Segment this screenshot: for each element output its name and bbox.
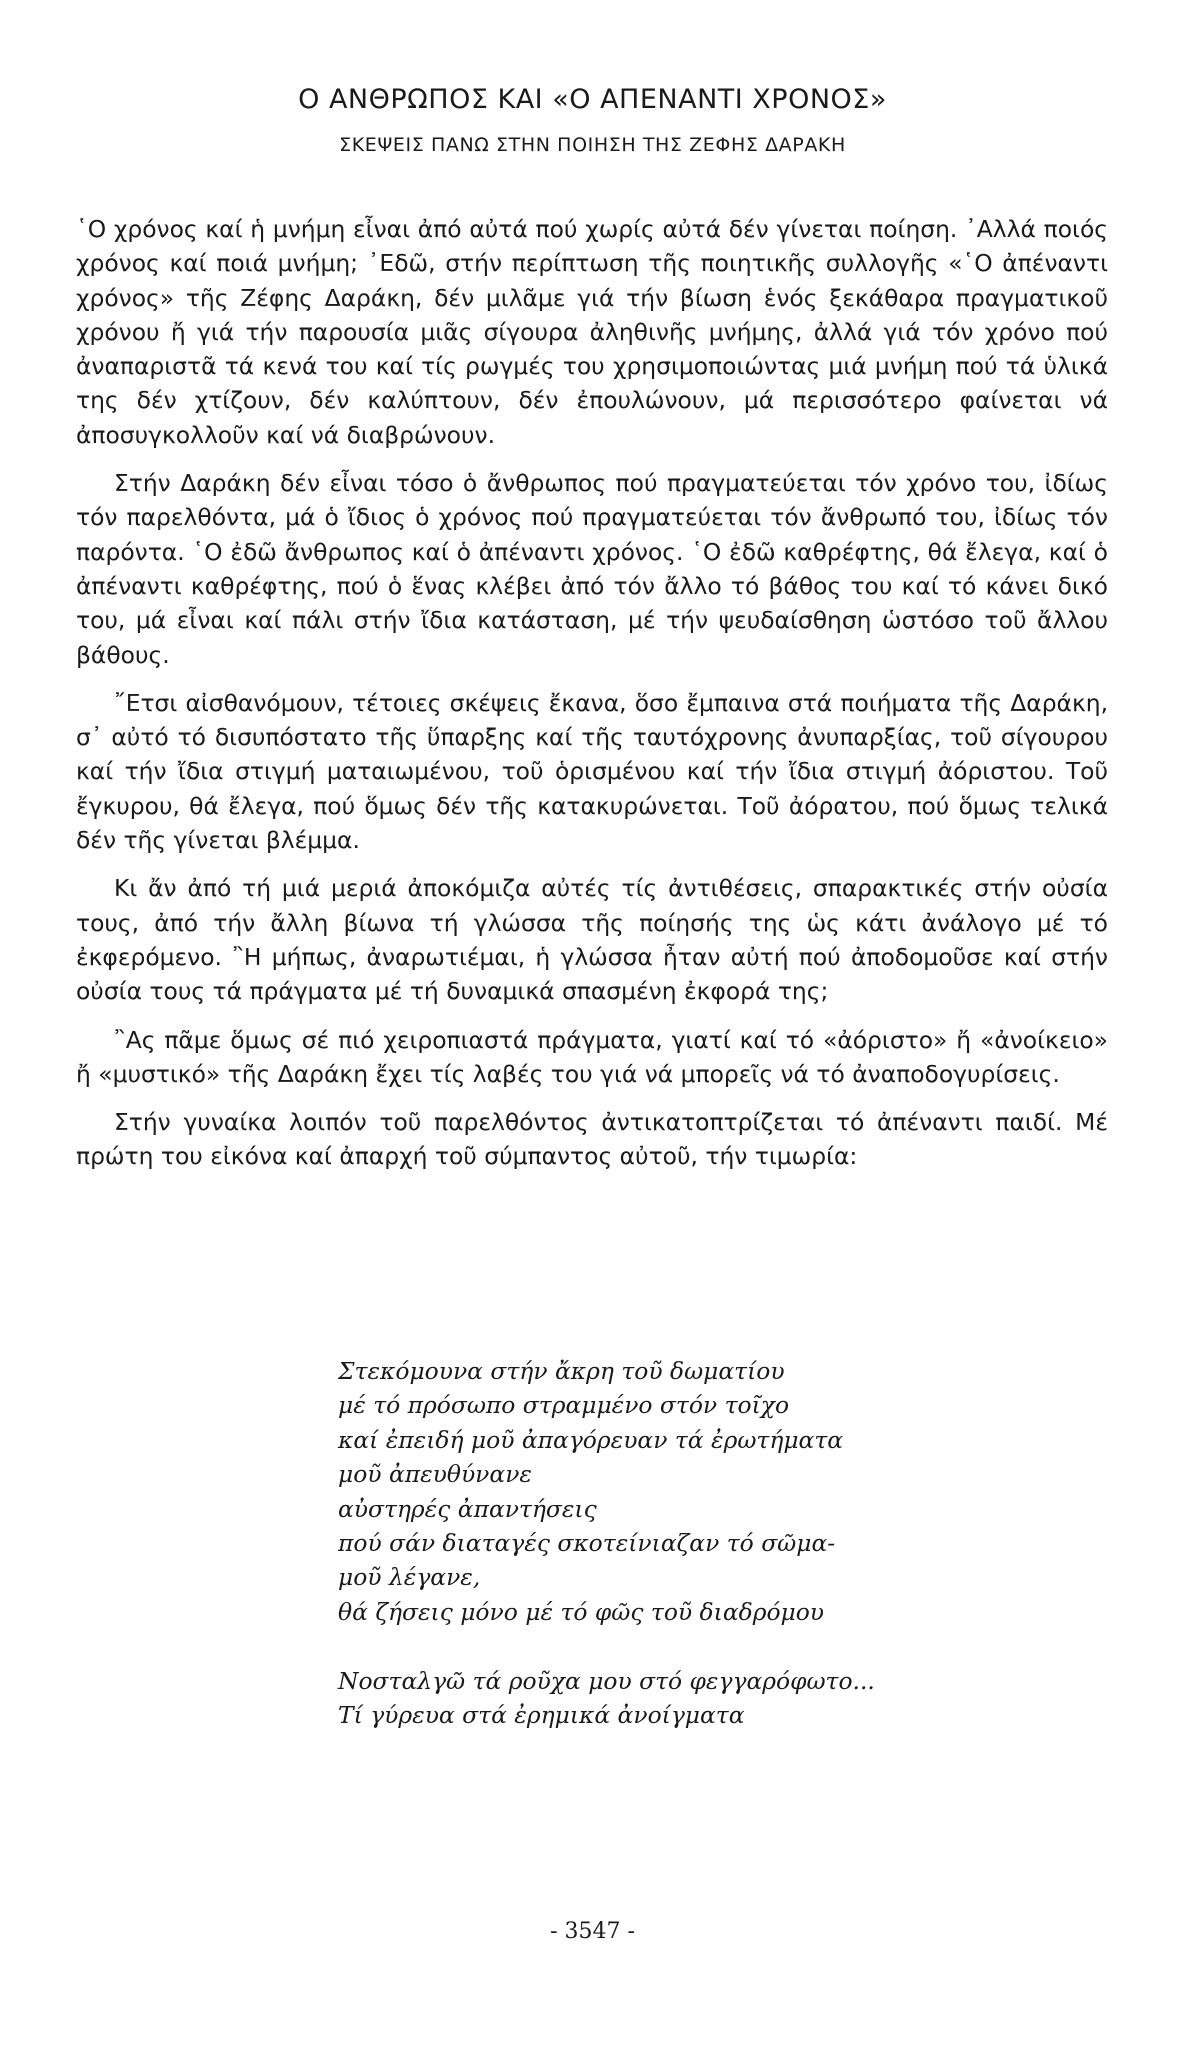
- article-title: Ο ΑΝΘΡΩΠΟΣ ΚΑΙ «Ο ΑΠΕΝΑΝΤΙ ΧΡΟΝΟΣ»: [298, 84, 887, 115]
- page-number: - 3547 -: [550, 1919, 635, 1944]
- poem-line: Νοσταλγῶ τά ροῦχα μου στό φεγγαρόφωτο...: [338, 1666, 875, 1695]
- paragraph-4: Κι ἄν ἀπό τή μιά μεριά ἀποκόμιζα αὐτές τίς ἀντιθέσεις, σπαρακτικές στήν οὐσία τους, ἀπό τήν ἄλλη βίωνα τή γλώσσα τῆς ποίησής της ὡς κάτι ἀνάλογο μέ τό ἐκφερόμενο. ῍Η μήπως, ἀναρωτιέμαι, ἡ γλώσσα ἦταν αὐτή πού ἀποδομοῦσε καί στήν οὐσία τους τά πράγματα μέ τή δυναμικά σπασμένη ἐκφορά της;: [76, 874, 1108, 1006]
- poem-line: πού σάν διαταγές σκοτείνιαζαν τό σῶμα-: [338, 1529, 836, 1558]
- poem-excerpt: [338, 1354, 875, 1732]
- article-body: [76, 212, 1108, 1188]
- poem-line: καί ἐπειδή μοῦ ἀπαγόρευαν τά ἐρωτήματα: [338, 1425, 844, 1454]
- poem-line: μοῦ λέγανε,: [338, 1563, 481, 1592]
- poem-line: θά ζήσεις μόνο μέ τό φῶς τοῦ διαδρόμου: [338, 1597, 825, 1626]
- poem-line: αὐστηρές ἀπαντήσεις: [338, 1494, 597, 1523]
- paragraph-3: ῎Ετσι αἰσθανόμουν, τέτοιες σκέψεις ἔκανα, ὅσο ἔμπαινα στά ποιήματα τῆς Δαράκη, σ᾿ αὐτό τό δισυπόστατο τῆς ὕπαρξης καί τῆς ταυτόχρονης ἀνυπαρξίας, τοῦ σίγουρου καί τήν ἴδια στιγμή ματαιωμένου, τοῦ ὁρισμένου καί τήν ἴδια στιγμή ἀόριστου. Τοῦ ἔγκυρου, θά ἔλεγα, πού ὅμως δέν τῆς κατακυρώνεται. Τοῦ ἀόρατου, πού ὅμως τελικά δέν τῆς γίνεται βλέμμα.: [76, 688, 1108, 855]
- paragraph-5: ῍Ας πᾶμε ὅμως σέ πιό χειροπιαστά πράγματα, γιατί καί τό «ἀόριστο» ἤ «ἀνοίκειο» ἤ «μυστικό» τῆς Δαράκη ἔχει τίς λαβές του γιά νά μπορεῖς νά τό ἀναποδογυρίσεις.: [76, 1025, 1108, 1088]
- paragraph-2: Στήν Δαράκη δέν εἶναι τόσο ὁ ἄνθρωπος πού πραγματεύεται τόν χρόνο του, ἰδίως τόν παρελθόντα, μά ὁ ἴδιος ὁ χρόνος πού πραγματεύεται τόν ἄνθρωπό του, ἰδίως τόν παρόντα. ῾Ο ἐδῶ ἄνθρωπος καί ὁ ἀπέναντι χρόνος. ῾Ο ἐδῶ καθρέφτης, θά ἔλεγα, καί ὁ ἀπέναντι καθρέφτης, πού ὁ ἕνας κλέβει ἀπό τόν ἄλλο τό βάθος του καί τό κάνει δικό του, μά εἶναι καί πάλι στήν ἴδια κατάσταση, μέ τήν ψευδαίσθηση ὡστόσο τοῦ ἄλλου βάθους.: [76, 469, 1108, 669]
- stanza-break: [338, 1629, 875, 1663]
- paragraph-1: ῾Ο χρόνος καί ἡ μνήμη εἶναι ἀπό αὐτά πού χωρίς αὐτά δέν γίνεται ποίηση. ᾿Αλλά ποιός χρόνος καί ποιά μνήμη; ᾿Εδῶ, στήν περίπτωση τῆς ποιητικῆς συλλογῆς «῾Ο ἀπέναντι χρόνος» τῆς Ζέφης Δαράκη, δέν μιλᾶμε γιά τήν βίωση ἑνός ξεκάθαρα πραγματικοῦ χρόνου ἤ γιά τήν παρουσία μιᾶς σίγουρα ἀληθινῆς μνήμης, ἀλλά γιά τόν χρόνο πού ἀναπαριστᾶ τά κενά του καί τίς ρωγμές του χρησιμοποιώντας μιά μνήμη πού τά ὑλικά της δέν χτίζουν, δέν καλύπτουν, δέν ἐπουλώνουν, μά περισσότερο φαίνεται νά ἀποσυγκολλοῦν καί νά διαβρώνουν.: [76, 215, 1108, 449]
- poem-line: μοῦ ἀπευθύνανε: [338, 1460, 532, 1489]
- poem-line: Τί γύρευα στά ἐρημικά ἀνοίγματα: [338, 1701, 745, 1730]
- poem-line: μέ τό πρόσωπο στραμμένο στόν τοῖχο: [338, 1391, 790, 1420]
- poem-line: Στεκόμουνα στήν ἄκρη τοῦ δωματίου: [338, 1357, 785, 1385]
- paragraph-6: Στήν γυναίκα λοιπόν τοῦ παρελθόντος ἀντικατοπτρίζεται τό ἀπέναντι παιδί. Μέ πρώτη του εἰκόνα καί ἀπαρχή τοῦ σύμπαντος αὐτοῦ, τήν τιμωρία:: [76, 1108, 1108, 1171]
- article-subtitle: ΣΚΕΨΕΙΣ ΠΑΝΩ ΣΤΗΝ ΠΟΙΗΣΗ ΤΗΣ ΖΕΦΗΣ ΔΑΡΑΚΗ: [339, 134, 846, 156]
